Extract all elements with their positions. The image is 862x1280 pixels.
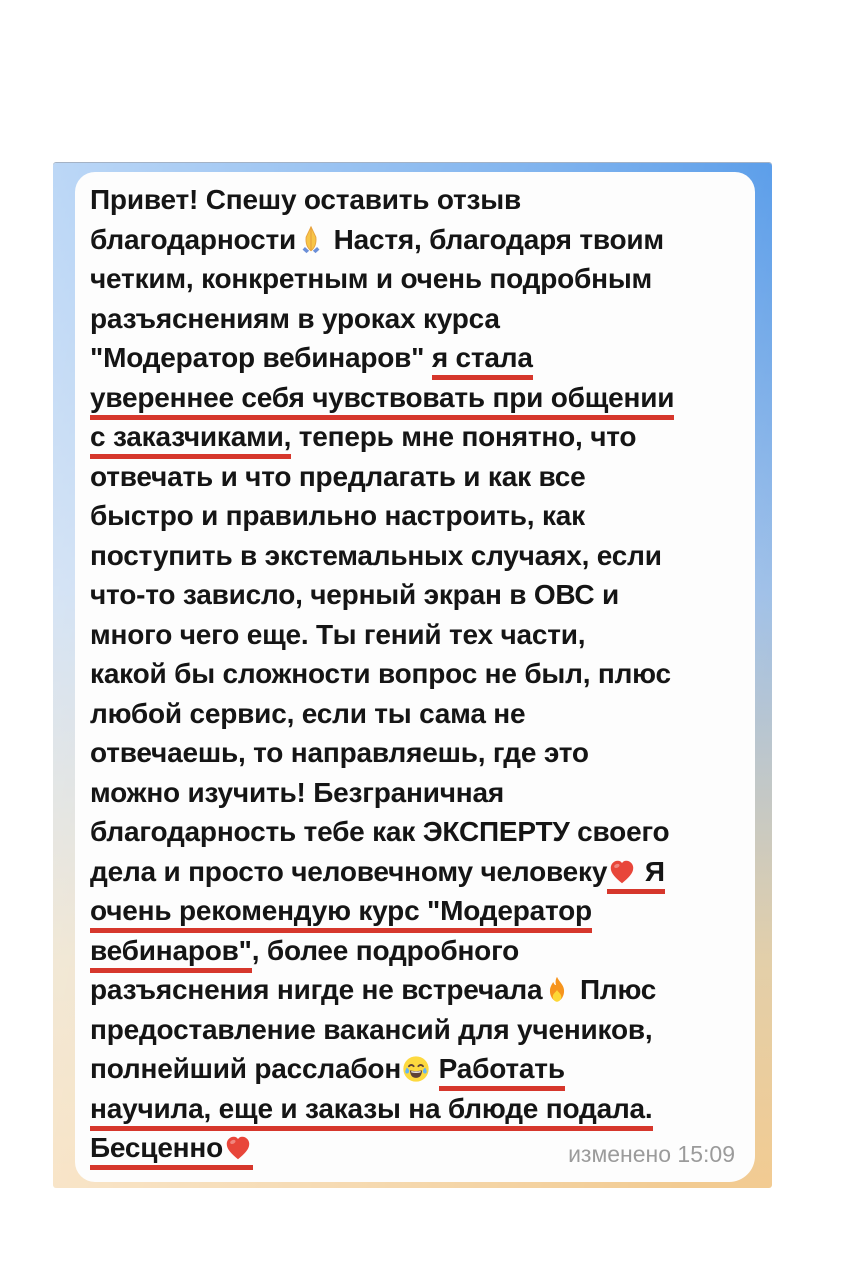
text-run (431, 1053, 439, 1084)
text-run: благодарность тебе как ЭКСПЕРТУ своего (90, 816, 670, 847)
red-heart-emoji (607, 856, 637, 894)
message-line (90, 615, 743, 655)
message-line (90, 338, 743, 378)
underlined-text-run: вебинаров" (90, 935, 252, 973)
text-run: дела и просто человечному человеку (90, 855, 608, 887)
text-run: любой сервис, если ты сама не (90, 697, 526, 729)
text-run: быстро и правильно настроить, как (90, 500, 585, 531)
underlined-text-run: с заказчиками, (90, 421, 291, 459)
message-line (90, 536, 743, 576)
folded-hands-icon (296, 225, 326, 255)
text-run: разъяснениям в уроках курса (90, 302, 500, 334)
text-run: Привет! Спешу оставить отзыв (90, 184, 521, 215)
message-line (90, 654, 743, 694)
text-run: можно изучить! Безграничная (90, 776, 504, 808)
message-line (90, 1010, 743, 1050)
message-line (90, 417, 743, 457)
message-text (90, 180, 743, 1168)
message-line (90, 931, 743, 971)
red-heart-emoji (223, 1132, 253, 1170)
message-line (90, 852, 743, 892)
underlined-text-run: Бесценно (90, 1132, 223, 1170)
text-run: теперь мне понятно, что (291, 421, 637, 452)
text-run: Плюс (572, 974, 657, 1005)
message-line (90, 378, 743, 418)
underlined-text-run: увереннее себя чувствовать при общении (90, 382, 674, 420)
message-line (90, 496, 743, 536)
message-line (90, 457, 743, 497)
edited-timestamp: изменено 15:09 (568, 1141, 735, 1167)
message-line (90, 694, 743, 734)
text-run: отвечаешь, то направляешь, где это (90, 737, 589, 768)
text-run: Настя, благодаря твоим (325, 223, 664, 255)
text-run: много чего еще. Ты гений тех части, (90, 618, 586, 650)
message-line (90, 1049, 743, 1089)
underlined-text-run: очень рекомендую курс "Модератор (90, 895, 592, 933)
fire-emoji (542, 974, 572, 1005)
text-run: разъяснения нигде не встречала (90, 974, 543, 1005)
message-line (90, 259, 743, 299)
message-line (90, 1089, 743, 1129)
message-line (90, 575, 743, 615)
joy-icon (401, 1054, 431, 1084)
message-line (90, 220, 743, 260)
chat-screenshot (53, 163, 772, 1188)
underlined-text-run: Я (637, 856, 665, 894)
underlined-text-run: Работать (439, 1053, 565, 1091)
text-run: полнейший расслабон (90, 1053, 402, 1084)
fire-icon (542, 975, 572, 1005)
text-run: четким, конкретным и очень подробным (90, 263, 653, 294)
text-run: , более подробного (251, 934, 520, 966)
folded-hands-emoji (296, 224, 326, 255)
text-run: какой бы сложности вопрос не был, плюс (90, 658, 671, 689)
message-line (90, 299, 743, 339)
red-heart-icon (223, 1133, 253, 1163)
joy-emoji (401, 1053, 431, 1084)
underlined-text-run: я стала (432, 342, 533, 380)
message-line (90, 180, 743, 220)
text-run: отвечать и что предлагать и как все (90, 460, 586, 492)
message-bubble (75, 172, 755, 1182)
text-run: поступить в экстемальных случаях, если (90, 539, 662, 571)
message-line (90, 970, 743, 1010)
underlined-text-run: научила, еще и заказы на блюде подала. (90, 1093, 653, 1131)
message-line (90, 812, 743, 852)
text-run: что-то зависло, черный экран в ОВС и (90, 579, 619, 610)
text-run: "Модератор вебинаров" (90, 342, 432, 373)
text-run: благодарности (90, 223, 296, 255)
red-heart-icon (607, 857, 637, 887)
message-line (90, 773, 743, 813)
message-line (90, 891, 743, 931)
text-run: предоставление вакансий для учеников, (90, 1013, 653, 1045)
message-line (90, 733, 743, 773)
